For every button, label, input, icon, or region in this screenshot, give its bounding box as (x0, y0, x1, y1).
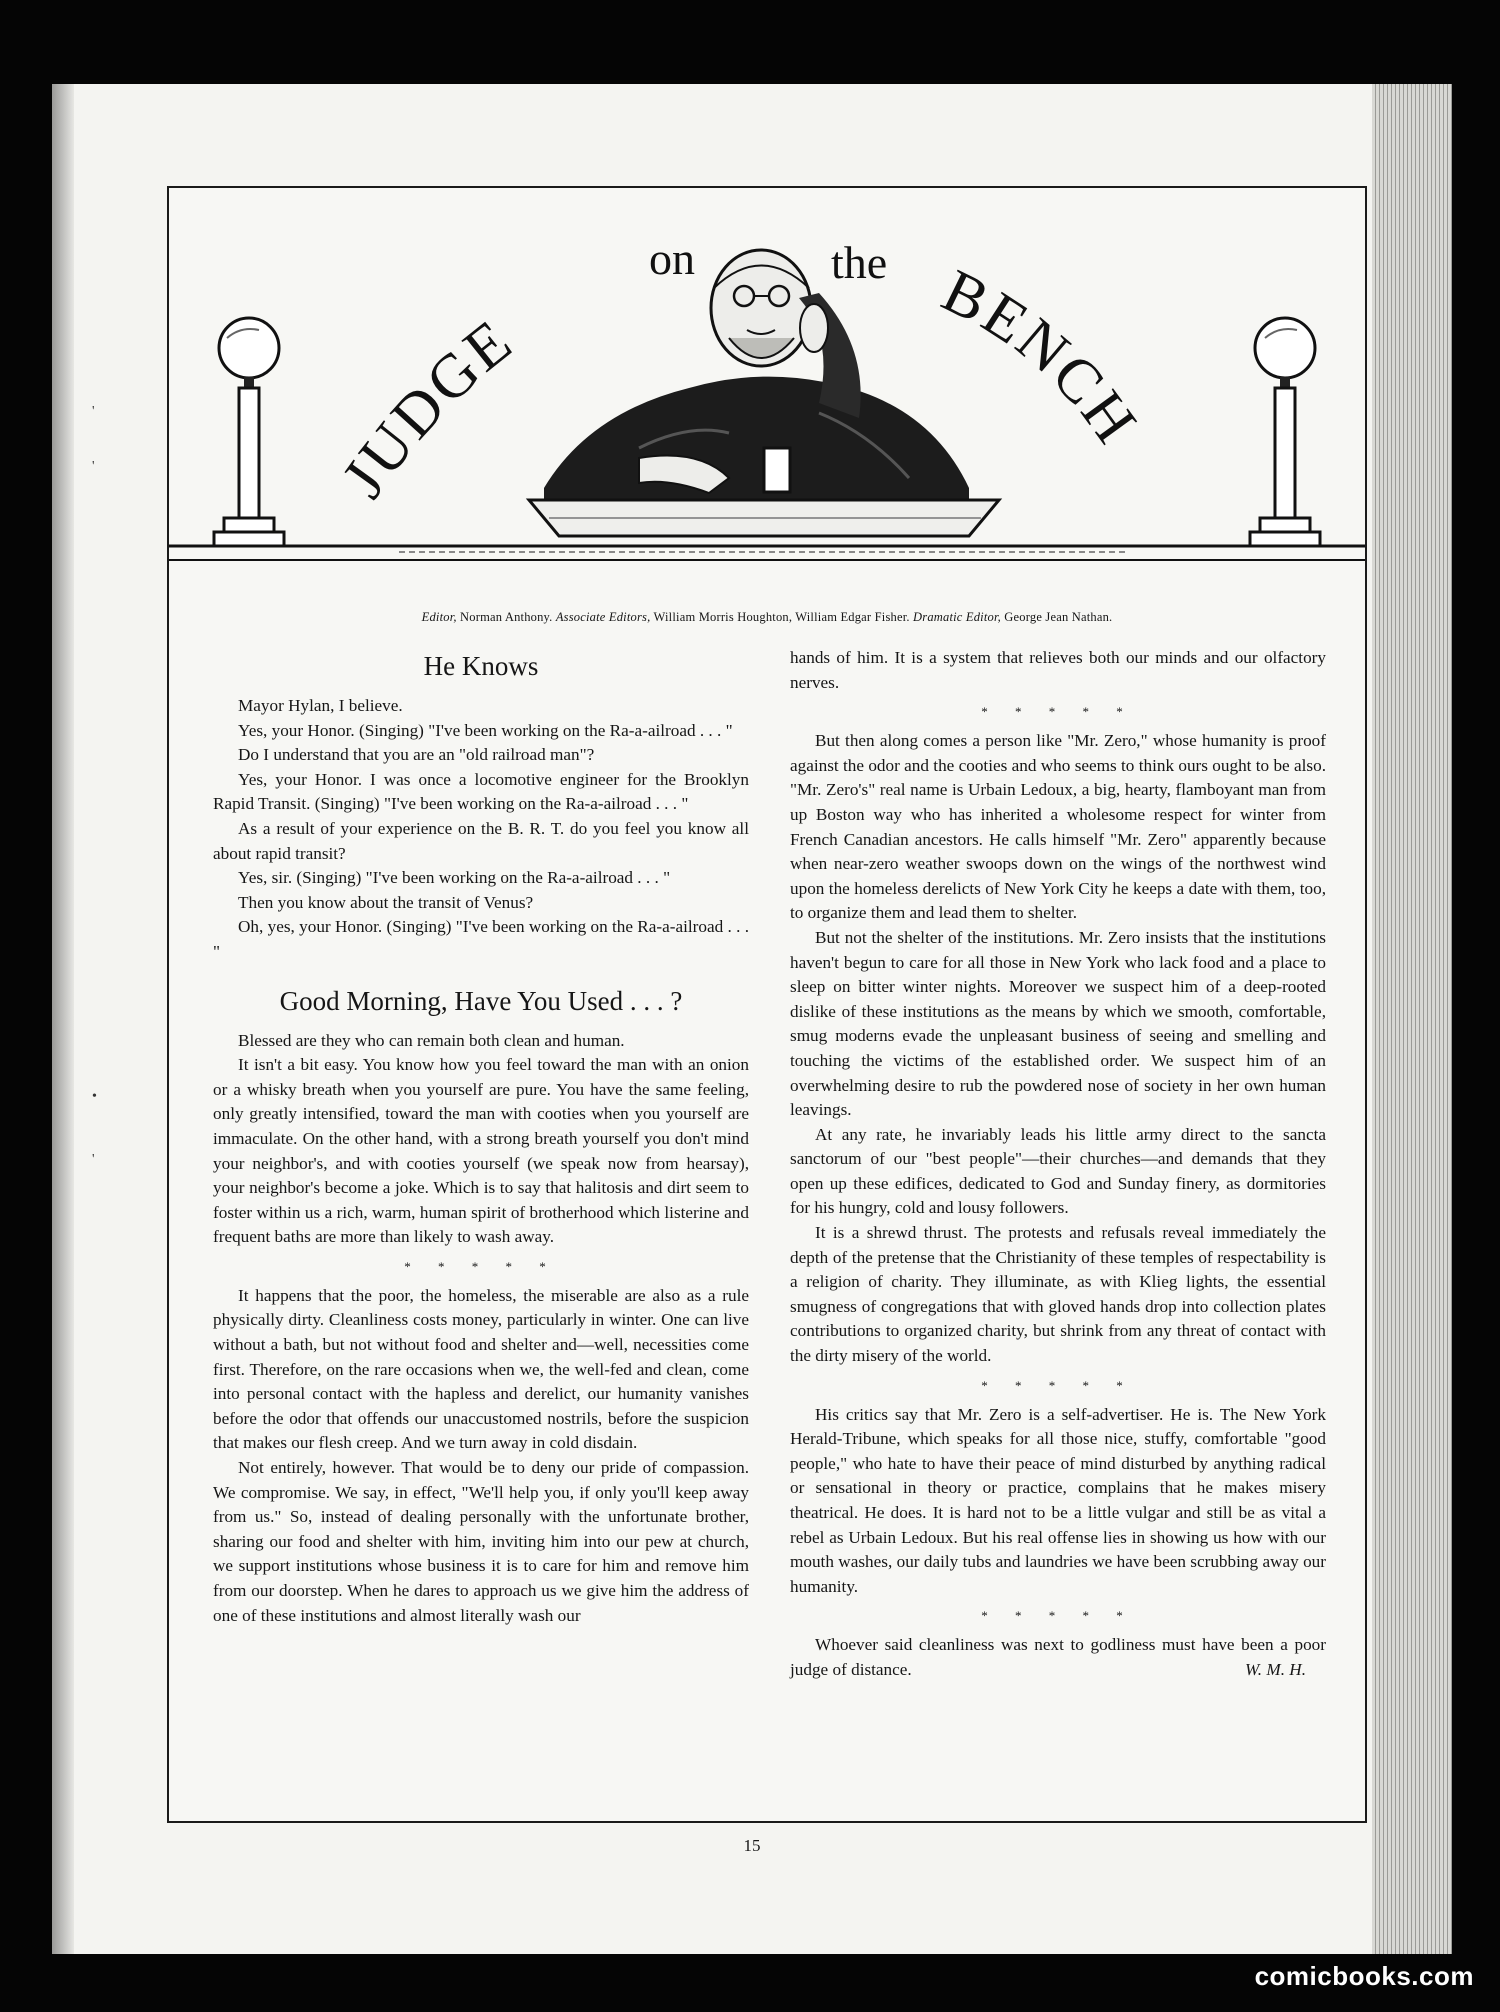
title-the: the (831, 237, 888, 288)
section-separator: * * * * * (404, 1258, 558, 1274)
editor-role: Editor, (421, 610, 457, 624)
page-edges (1372, 84, 1452, 1954)
right-column (790, 646, 1326, 1683)
paragraph: It happens that the poor, the homeless, the miserable are also as a rule physically dirty. Cleanliness costs money, particularly in winter. One can live without a bath, but not without food and shelter and—well, necessities come first. Therefore, on the rare occasions when we, the well-fed and clean, come into personal contact with the hapless and derelict, our humanity vanishes before the odor that offends our unaccustomed nostrils, before the suspicion that makes our flesh creep. And we turn away in cold disdain. (213, 1285, 749, 1453)
article-frame (167, 186, 1367, 1823)
title-on: on (649, 233, 695, 284)
section-separator: * * * * * (981, 1377, 1135, 1393)
article-columns (213, 646, 1325, 1796)
dialogue-line: Do I understand that you are an "old railroad man"? (238, 745, 595, 765)
bench-desk (169, 500, 1365, 560)
section-separator: * * * * * (981, 704, 1135, 720)
paragraph: His critics say that Mr. Zero is a self-advertiser. He is. The New York Herald-Tribune, which speaks for all those nice, stuffy, comfortable "good people," who hate to have their peace of mind disturbed by anything radical or sensational in theory or practice, complains that he makes misery theatrical. He does. It is hard not to be a little vulgar and still be as vital a rebel as Urbain Ledoux. But his real offense lies in showing us how with our mouth washes, our daily tubs and laundries we have been scrubbing away our humanity. (790, 1404, 1326, 1596)
signature: W. M. H. (1245, 1659, 1306, 1679)
associate-names: William Morris Houghton, William Edgar Fisher. (650, 610, 914, 624)
paragraph: Not entirely, however. That would be to deny our pride of compassion. We compromise. We say, in effect, "We'll help you, if only you'll keep away from us." So, instead of dealing personally with the unfortunate brother, sharing our food and shelter with him, inviting him into our pew at church, we support institutions whose business it is to care for him and remove him from our doorstep. When he dares to approach us we give him the address of one of these institutions and almost literally wash our (213, 1458, 749, 1625)
dramatic-name: George Jean Nathan. (1000, 610, 1113, 624)
left-column (213, 646, 749, 1628)
masthead (169, 610, 1365, 625)
left-lamp-post (214, 318, 284, 546)
dialogue-line: Then you know about the transit of Venus? (238, 892, 534, 912)
title-bench: BENCH (932, 256, 1151, 458)
heading-he-knows: He Knows (423, 651, 539, 681)
paragraph: It isn't a bit easy. You know how you feel toward the man with an onion or a whisky breath when you yourself are pure. You have the same feeling, only greatly intensified, toward the man with cooties when you yourself are immaculate. On the other hand, with a strong breath yourself you don't mind your neighbor's, and with cooties yourself (we speak now from hearsay), your neighbor's become a joke. Which is to say that halitosis and dirt seem to foster within us a rich, warm, human spirit of brotherhood which listerine and frequent baths are more than likely to wash away. (213, 1055, 749, 1247)
paragraph-continued: hands of him. It is a system that relieves both our minds and our olfactory nerves. (790, 648, 1326, 692)
paragraph: But then along comes a person like "Mr. Zero," whose humanity is proof against the odor and the cooties and who seems to think ours ought to be also. "Mr. Zero's" real name is Urbain Ledoux, a big, hearty, flamboyant man from up Boston way who has inherited a wholesome respect for winter from French Canadian ancestors. He calls himself "Mr. Zero" apparently because when near-zero weather swoops down on the wings of the northwest wind upon the homeless derelicts of New York City he keeps a date with them, too, to organize them and lead them to shelter. (790, 731, 1326, 923)
paragraph: It is a shrewd thrust. The protests and refusals reveal immediately the depth of the pretense that the Christianity of these temples of respectability is a religion of charity. They illuminate, as with Klieg lights, the essential smugness of congregations that with gloved hands drop into collection plates contributions to organized charity, but shrink from any threat of contact with the dirty misery of the world. (790, 1223, 1326, 1366)
editor-name: Norman Anthony. (456, 610, 556, 624)
closing-paragraph (790, 1633, 1326, 1682)
banner-illustration (169, 188, 1365, 613)
dialogue-line: Yes, your Honor. (Singing) "I've been working on the Ra-a-ailroad . . . " (238, 720, 733, 740)
heading-good-morning: Good Morning, Have You Used . . . ? (279, 985, 683, 1016)
judge-illustration (169, 188, 1365, 613)
right-lamp-post (1250, 318, 1320, 546)
judge-figure (544, 250, 969, 503)
paragraph: But not the shelter of the institutions. Mr. Zero insists that the institutions haven't begun to care for all those in New York who lack food and a place to sleep on bitter winter nights. Moreover we suspect him of a deep-rooted dislike of these institutions as the means by which we smooth, comfortable, smug moderns evade the unpleasant business of seeing and smelling and touching the victims of the established order. We suspect him of an overwhelming desire to rub the powdered nose of society in her own human leavings. (790, 927, 1326, 1120)
dialogue-line: Yes, sir. (Singing) "I've been working on the Ra-a-ailroad . . . " (238, 868, 671, 888)
section-separator: * * * * * (981, 1608, 1135, 1624)
paragraph: Blessed are they who can remain both clean and human. (238, 1030, 625, 1050)
watermark: comicbooks.com (1254, 1961, 1474, 1991)
spine-shadow (52, 84, 74, 1954)
page-number: 15 (743, 1836, 761, 1855)
dramatic-role: Dramatic Editor, (913, 610, 1001, 624)
dialogue-line: Mayor Hylan, I believe. (238, 696, 403, 715)
dialogue-line: Oh, yes, your Honor. (Singing) "I've been working on the Ra-a-ailroad . . . " (213, 917, 749, 961)
title-judge: JUDGE (329, 305, 526, 510)
dialogue-line: As a result of your experience on the B. R. T. do you feel you know all about rapid transit? (213, 818, 749, 863)
magazine-page: ' ' • ' JUDGE on the BENCH Editor, Norman Anthony. Associate Editors, William Morris Houghton, William Edgar Fisher. Dramatic Editor, George Jean Nathan. He Knows Mayor Hylan, I believe. Yes, your Honor. (Singing) "I've been working on the Ra-a-ailroad . . . " Do I understand that you are an "old railroad man"? Yes, your Honor. I was once a locomotive engineer for the Brooklyn Rapid Transit. (Singing) "I've been working on the Ra-a-ailroad . . . " As a result of your experience on the B. R. T. do you feel you know all about rapid transit? Yes, sir. (Singing) "I've been working on the Ra-a-ailroad . . . " Then you know about the transit of Venus? Oh, yes, your Honor. (Singing) "I've been working on the Ra-a-ailroad . . . " Good Morning, Have You Used . . . ? Blessed are they who can remain both clean and human. It isn't a bit easy. You know how you feel toward the man with an onion or a whisky breath when you yourself are pure. You have the same feeling, only greatly intensified, toward the man with cooties when you yourself are immaculate. On the other hand, with a strong breath yourself you don't mind your neighbor's, and with cooties yourself (we speak now from hearsay), your neighbor's become a joke. Which is to say that halitosis and dirt seem to foster within us a rich, warm, human spirit of brotherhood which listerine and frequent baths are more than likely to wash away. * * * * * It happens that the poor, the homeless, the miserable are also as a rule physically dirty. Cleanliness costs money, particularly in winter. One can live without a bath, but not without food and shelter and—well, necessities come first. Therefore, on the rare occasions when we, the well-fed and clean, come into personal contact with the hapless and derelict, our humanity vanishes before the odor that offends our unaccustomed nostrils, before the suspicion that makes our flesh creep. And we turn away in cold disdain. Not entirely, however. That would be to deny our pride of compassion. We compromise. We say, in effect, "We'll help you, if only you'll keep away from us." So, instead of dealing personally with the unfortunate brother, sharing our food and shelter with him, inviting him into our pew at church, we support institutions whose business it is to care for him and remove him from our doorstep. When he dares to approach us we give him the address of one of these institutions and almost literally wash our hands of him. It is a system that relieves both our minds and our olfactory nerves. * * * * * But then along comes a person like "Mr. Zero," whose humanity is proof against the odor and the cooties and who seems to think ours ought to be also. "Mr. Zero's" real name is Urbain Ledoux, a big, hearty, flamboyant man from up Boston way who has inherited a wholesome respect for winter from French Canadian ancestors. He calls himself "Mr. Zero" apparently because when near-zero weather swoops down on the wings of the northwest wind upon the homeless derelicts of New York City he keeps a date with them, too, to organize them and lead them to shelter. But not the shelter of the institutions. Mr. Zero insists that the institutions haven't begun to care for all those in New York who lack food and a place to sleep on bitter winter nights. Moreover we suspect him of a deep-rooted dislike of these institutions as the means by which we smooth, comfortable, smug moderns evade the unpleasant business of seeing and smelling and touching the victims of the established order. We suspect him of an overwhelming desire to rub the powdered nose of society in her own human leavings. At any rate, he invariably leads his little army direct to the sancta sanctorum of our "best people"—their churches—and demands that they open up these edifices, dedicated to God and Sunday finery, as dormitories for his hungry, cold and lousy followers. It is a shrewd thrust. The protests and refusals reveal immediately the depth of the pretense that the Christianity of these temples of respectability is a religion of charity. They illuminate, as with Klieg lights, the essential smugness of congregations that with gloved hands drop into collection plates contributions to organized charity, but shrink from any threat of contact with the dirty misery of the world. * * * * * His critics say that Mr. Zero is a self-advertiser. He is. The New York Herald-Tribune, which speaks for all those nice, stuffy, comfortable "good people," who hate to have their peace of mind disturbed by anything radical or sensational in theory or practice, complains that he makes misery theatrical. He does. It is hard not to be a little vulgar and still be as vital a rebel as Urbain Ledoux. But his real offense lies in showing us how with our mouth washes, our daily tubs and laundries we have been scrubbing away our humanity. * * * * * Whoever said cleanliness was next to godliness must have been a poor judge of distance. W. M. H. 15 (52, 84, 1452, 1954)
associate-role: Associate Editors, (555, 610, 651, 624)
closing-text: Whoever said cleanliness was next to godliness must have been a poor judge of distance. (790, 1635, 1326, 1679)
paragraph: At any rate, he invariably leads his little army direct to the sancta sanctorum of our "best people"—their churches—and demands that they open up these edifices, dedicated to God and Sunday finery, as dormitories for his hungry, cold and lousy followers. (790, 1124, 1326, 1218)
dialogue-line: Yes, your Honor. I was once a locomotive engineer for the Brooklyn Rapid Transit. (Singing) "I've been working on the Ra-a-ailroad . . . " (213, 769, 749, 814)
